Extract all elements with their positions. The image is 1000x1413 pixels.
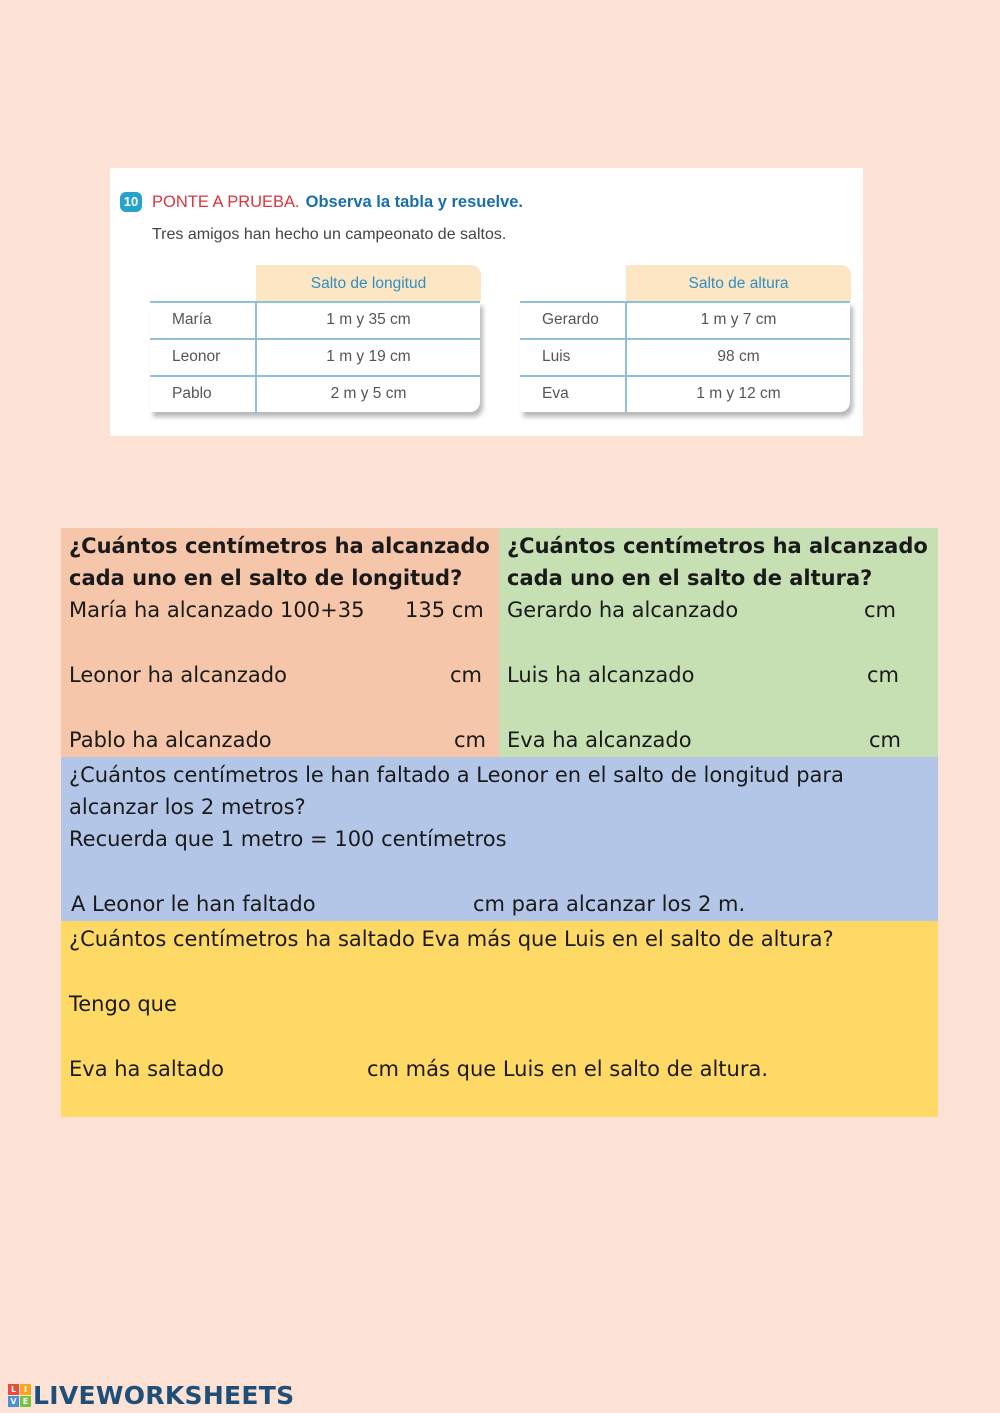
question-eva-luis-cell <box>61 921 938 1117</box>
gerardo-answer-field[interactable] <box>767 594 862 624</box>
eva-text: Eva ha alcanzado <box>507 728 692 752</box>
exercise-title-blue: Observa la tabla y resuelve. <box>305 192 524 211</box>
luis-answer-field[interactable] <box>717 659 862 689</box>
question-leonor-line1: ¿Cuántos centímetros le han faltado a Leonor en el salto de longitud para <box>69 763 844 787</box>
unit-label: cm <box>869 728 902 752</box>
eva-answer-field[interactable] <box>717 724 862 754</box>
longitud-table-body <box>150 301 480 412</box>
unit-label: cm <box>454 728 487 752</box>
brand-name: LIVEWORKSHEETS <box>33 1381 295 1410</box>
maria-text: María ha alcanzado 100+35 <box>69 598 365 622</box>
question-leonor-line2: alcanzar los 2 metros? <box>69 795 306 819</box>
logo-letter: I <box>20 1384 31 1395</box>
logo-icon <box>8 1384 31 1407</box>
athlete-name: María <box>172 311 212 328</box>
table-row <box>520 301 850 338</box>
athlete-name: Luis <box>542 348 571 365</box>
eva-line <box>507 724 930 756</box>
exercise-number-badge: 10 <box>120 192 142 212</box>
luis-text: Luis ha alcanzado <box>507 663 695 687</box>
logo-letter: V <box>8 1396 19 1407</box>
leonor-missing-prefix: A Leonor le han faltado <box>71 892 316 916</box>
unit-label: cm <box>864 598 897 622</box>
question-longitud-cell <box>61 528 499 757</box>
work-line <box>69 988 930 1020</box>
longitud-header: Salto de longitud <box>256 265 481 301</box>
athlete-name: Eva <box>542 385 569 402</box>
longitud-table <box>150 265 480 411</box>
question-altura-line2: cada uno en el salto de altura? <box>507 566 873 590</box>
luis-line <box>507 659 930 691</box>
pablo-text: Pablo ha alcanzado <box>69 728 272 752</box>
eva-more-prefix: Eva ha saltado <box>69 1057 225 1081</box>
leonor-missing-line <box>69 888 930 920</box>
maria-line <box>69 594 491 626</box>
unit-label: cm <box>450 663 483 687</box>
gerardo-line <box>507 594 930 626</box>
hint-text: Recuerda que 1 metro = 100 centímetros <box>69 827 507 851</box>
athlete-name: Pablo <box>172 385 212 402</box>
eva-more-line <box>69 1053 930 1085</box>
athlete-name: Leonor <box>172 348 221 365</box>
pablo-line <box>69 724 491 756</box>
question-altura-line1: ¿Cuántos centímetros ha alcanzado <box>507 534 928 558</box>
altura-header: Salto de altura <box>626 265 851 301</box>
gerardo-text: Gerardo ha alcanzado <box>507 598 739 622</box>
eva-more-answer-field[interactable] <box>239 1053 364 1083</box>
textbook-exercise-image <box>110 168 863 436</box>
jump-value: 2 m y 5 cm <box>330 385 407 402</box>
work-text: Tengo que <box>69 992 177 1016</box>
jump-value: 1 m y 12 cm <box>696 385 781 402</box>
table-row <box>520 338 850 375</box>
altura-table <box>520 265 850 411</box>
worksheet <box>61 528 938 1117</box>
exercise-title-red: PONTE A PRUEBA. <box>152 192 300 211</box>
logo-letter: L <box>8 1384 19 1395</box>
table-row <box>150 338 480 375</box>
leonor-missing-answer-field[interactable] <box>344 888 469 918</box>
table-row <box>150 375 480 412</box>
question-longitud-line2: cada uno en el salto de longitud? <box>69 566 463 590</box>
liveworksheets-logo[interactable] <box>8 1381 294 1410</box>
question-leonor-cell <box>61 757 938 921</box>
leonor-answer-field[interactable] <box>309 659 449 689</box>
jump-value: 1 m y 7 cm <box>700 311 777 328</box>
logo-letter: E <box>20 1396 31 1407</box>
leonor-missing-suffix: cm para alcanzar los 2 m. <box>473 892 746 916</box>
work-answer-field[interactable] <box>189 988 889 1018</box>
table-row <box>150 301 480 338</box>
leonor-line <box>69 659 491 691</box>
jump-value: 1 m y 19 cm <box>326 348 411 365</box>
column-divider <box>625 301 627 412</box>
leonor-text: Leonor ha alcanzado <box>69 663 287 687</box>
unit-label: cm <box>867 663 900 687</box>
exercise-intro: Tres amigos han hecho un campeonato de saltos. <box>152 226 507 243</box>
question-longitud-line1: ¿Cuántos centímetros ha alcanzado <box>69 534 490 558</box>
questions-row-1 <box>61 528 938 757</box>
table-row <box>520 375 850 412</box>
pablo-answer-field[interactable] <box>299 724 449 754</box>
eva-more-suffix: cm más que Luis en el salto de altura. <box>367 1057 769 1081</box>
jump-value: 1 m y 35 cm <box>326 311 411 328</box>
question-altura-cell <box>499 528 938 757</box>
maria-answer[interactable]: 135 cm <box>405 598 484 622</box>
exercise-heading <box>120 192 523 212</box>
question-eva-luis: ¿Cuántos centímetros ha saltado Eva más que Luis en el salto de altura? <box>69 927 834 951</box>
jump-value: 98 cm <box>717 348 760 365</box>
altura-table-body <box>520 301 850 412</box>
column-divider <box>255 301 257 412</box>
athlete-name: Gerardo <box>542 311 599 328</box>
